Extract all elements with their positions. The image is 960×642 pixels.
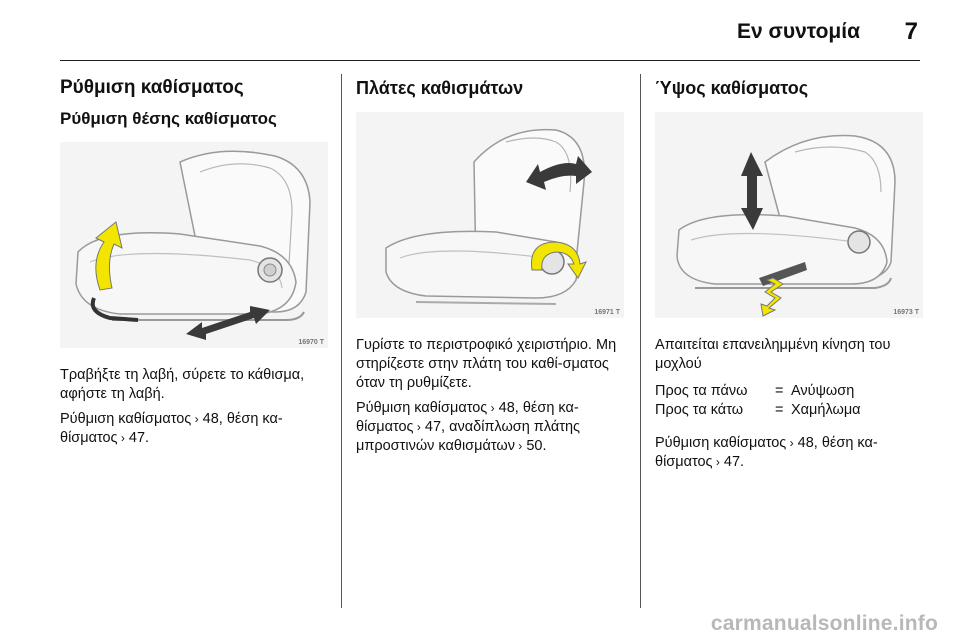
subheading-seat-position: Ρύθμιση θέσης καθίσματος xyxy=(60,109,277,128)
page-ref-arrow-icon: › xyxy=(712,455,720,469)
reference-text: Ρύθμιση καθίσματος › 48, θέση κα- θίσματος › 47, αναδίπλωση πλάτης μπροστινών καθισμάτων › 50. xyxy=(356,400,581,454)
seat-position-illustration xyxy=(60,142,328,348)
column-divider-1 xyxy=(341,74,342,608)
page-ref-arrow-icon: › xyxy=(514,439,523,453)
instruction-text: Απαιτείται επανειλημμένη κίνηση του μοχλού xyxy=(655,337,891,372)
seat-slide-drawing xyxy=(60,142,328,348)
page-ref-arrow-icon: › xyxy=(191,412,199,426)
reference-text: Ρύθμιση καθίσματος › 48, θέση κα- θίσματος › 47. xyxy=(60,411,283,446)
figure-code: 16973 T xyxy=(893,309,919,316)
page-ref-arrow-icon: › xyxy=(413,420,421,434)
column-seat-position xyxy=(60,76,328,448)
page-ref-arrow-icon: › xyxy=(117,431,125,445)
figure-code: 16971 T xyxy=(594,309,620,316)
instruction-text: Γυρίστε το περιστροφικό χειριστήριο. Μη στηρίζεστε στην πλάτη του καθί-σματος όταν τη ρυθμίζετε. xyxy=(356,337,617,391)
header-divider xyxy=(60,60,920,61)
direction-row: Προς τα πάνω = Ανύψωση xyxy=(655,383,855,399)
instruction-text: Τραβήξτε τη λαβή, σύρετε το κάθισμα, αφήστε τη λαβή. xyxy=(60,367,305,402)
figure-code: 16970 T xyxy=(298,339,324,346)
direction-row: Προς τα κάτω = Χαμήλωμα xyxy=(655,402,861,418)
backrest-illustration xyxy=(356,112,624,318)
column-divider-2 xyxy=(640,74,641,608)
section-title: Εν συντομία xyxy=(737,20,860,43)
page-ref-arrow-icon: › xyxy=(487,401,495,415)
backrest-drawing xyxy=(356,112,624,318)
watermark: carmanualsonline.info xyxy=(710,612,938,635)
page-number: 7 xyxy=(904,18,918,45)
lever-direction-table xyxy=(655,382,923,420)
column-seat-height xyxy=(655,76,923,472)
heading-seat-height: Ύψος καθίσματος xyxy=(655,78,809,98)
seat-height-illustration xyxy=(655,112,923,318)
reference-text: Ρύθμιση καθίσματος › 48, θέση κα- θίσματος › 47. xyxy=(655,435,878,470)
heading-seat-adjustment: Ρύθμιση καθίσματος xyxy=(60,77,244,98)
heading-backrests: Πλάτες καθισμάτων xyxy=(356,78,524,98)
page-header xyxy=(60,14,920,58)
seat-height-drawing xyxy=(655,112,923,318)
page-ref-arrow-icon: › xyxy=(786,436,794,450)
column-backrests xyxy=(356,76,624,456)
